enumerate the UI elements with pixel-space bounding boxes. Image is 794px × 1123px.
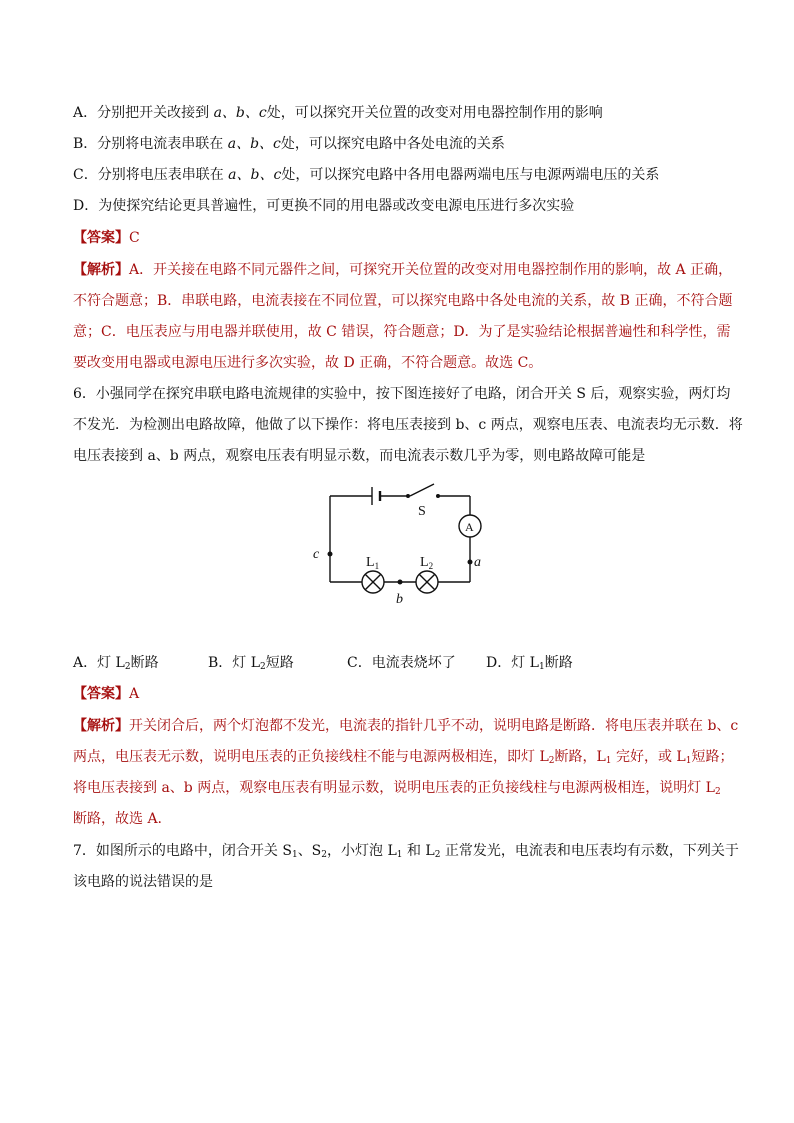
q6-analysis-text-1: 开关闭合后，两个灯泡都不发光，电流表的指针几乎不动，说明电路是断路．将电压表并联在 b、c <box>129 718 739 734</box>
q6-answer <box>73 685 139 703</box>
point-c-dot <box>328 552 333 557</box>
q7-stem-line-2: 该电路的说法错误的是 <box>73 874 213 890</box>
q5-option-c <box>73 166 659 184</box>
q6-option-a: A．灯 $L_2$断路 <box>73 655 159 672</box>
q5-option-c-points: a、b、c <box>228 167 282 183</box>
q5-option-a-rest: 处，可以探究开关位置的改变对用电器控制作用的影响 <box>266 105 603 121</box>
q5-option-a <box>73 104 603 122</box>
q5-option-b-text: B．分别将电流表串联在 <box>73 136 228 152</box>
q6-answer-value: A <box>129 686 140 702</box>
q5-option-c-text: C．分别将电压表串联在 <box>73 167 229 183</box>
q6-analysis-line-1 <box>73 717 738 735</box>
q5-option-d: D．为使探究结论更具普遍性，可更换不同的用电器或改变电源电压进行多次实验 <box>73 198 575 214</box>
q6-option-b: B．灯 $L_2$短路 <box>208 655 294 672</box>
circuit-diagram <box>300 478 500 608</box>
point-c-label: c <box>313 547 320 562</box>
q5-analysis-line-1 <box>73 261 732 279</box>
q5-analysis-line-3: 意；C．电压表应与用电器并联使用，故 C 错误，符合题意；D．为了是实验结论根据普遍性和科学性，需 <box>73 324 731 340</box>
q6-analysis-tag: 【解析】 <box>73 718 129 734</box>
q6-stem-line-1: 6．小强同学在探究串联电路电流规律的实验中，按下图连接好了电路，闭合开关 S 后，观察实验，两灯均 <box>73 386 731 402</box>
lamp-1-label: $L_1$ <box>366 555 380 571</box>
q6-option-d: D．灯 $L_1$断路 <box>486 655 573 672</box>
q5-analysis-text-1: A．开关接在电路不同元器件之间，可探究开关位置的改变对用电器控制作用的影响，故 A 正确， <box>129 262 733 278</box>
q6-analysis-line-4: 断路，故选 A. <box>73 811 163 827</box>
switch-blade <box>410 484 434 496</box>
point-b-dot <box>398 580 403 585</box>
q6-analysis-line-3: 将电压表接到 a、b 两点，观察电压表有明显示数，说明电压表的正负接线柱与电源两极相连，说明灯 $L_2$ <box>73 780 721 797</box>
q5-analysis-line-2: 不符合题意；B．串联电路，电流表接在不同位置，可以探究电路中各处电流的关系，故 B 正确，不符合题 <box>73 293 733 309</box>
q5-answer-tag: 【答案】 <box>73 230 129 246</box>
q5-analysis-line-4: 要改变用电器或电源电压进行多次实验，故 D 正确，不符合题意。故选 C。 <box>73 355 543 371</box>
q5-option-b-points: a、b、c <box>227 136 281 152</box>
switch-contact-right <box>436 494 440 498</box>
q5-answer <box>73 229 140 247</box>
point-a-dot <box>468 560 473 565</box>
q6-analysis-line-2: 两点，电压表无示数，说明电压表的正负接线柱不能与电源两极相连，即灯 $L_2$断路，$L_1$ 完好，或 $L_1$短路； <box>73 749 734 766</box>
q5-answer-value: C <box>129 230 140 246</box>
q6-stem-line-3: 电压表接到 a、b 两点，观察电压表有明显示数，而电流表示数几乎为零，则电路故障可能是 <box>73 448 646 464</box>
q5-option-c-rest: 处，可以探究电路中各用电器两端电压与电源两端电压的关系 <box>281 167 660 183</box>
q5-option-b-rest: 处，可以探究电路中各处电流的关系 <box>280 136 505 152</box>
q6-option-c: C．电流表烧坏了 <box>347 655 456 671</box>
switch-contact-left <box>406 494 410 498</box>
q5-analysis-tag: 【解析】 <box>73 262 129 278</box>
q5-option-a-text: A．分别把开关改接到 <box>73 105 214 121</box>
point-b-label: b <box>396 592 403 607</box>
q7-stem-line-1: 7．如图所示的电路中，闭合开关 $S_1$、$S_2$，小灯泡 $L_1$ 和 $L_2$ 正常发光，电流表和电压表均有示数，下列关于 <box>73 843 739 860</box>
q5-option-a-points: a、b、c <box>213 105 267 121</box>
q6-answer-tag: 【答案】 <box>73 686 129 702</box>
q6-stem-line-2: 不发光．为检测出电路故障，他做了以下操作：将电压表接到 b、c 两点，观察电压表、电流表均无示数．将 <box>73 417 743 433</box>
lamp-2-label: $L_2$ <box>420 555 434 571</box>
switch-label: S <box>418 504 426 519</box>
ammeter-label: A <box>465 520 474 534</box>
q5-option-b <box>73 135 505 153</box>
point-a-label: a <box>474 555 481 570</box>
